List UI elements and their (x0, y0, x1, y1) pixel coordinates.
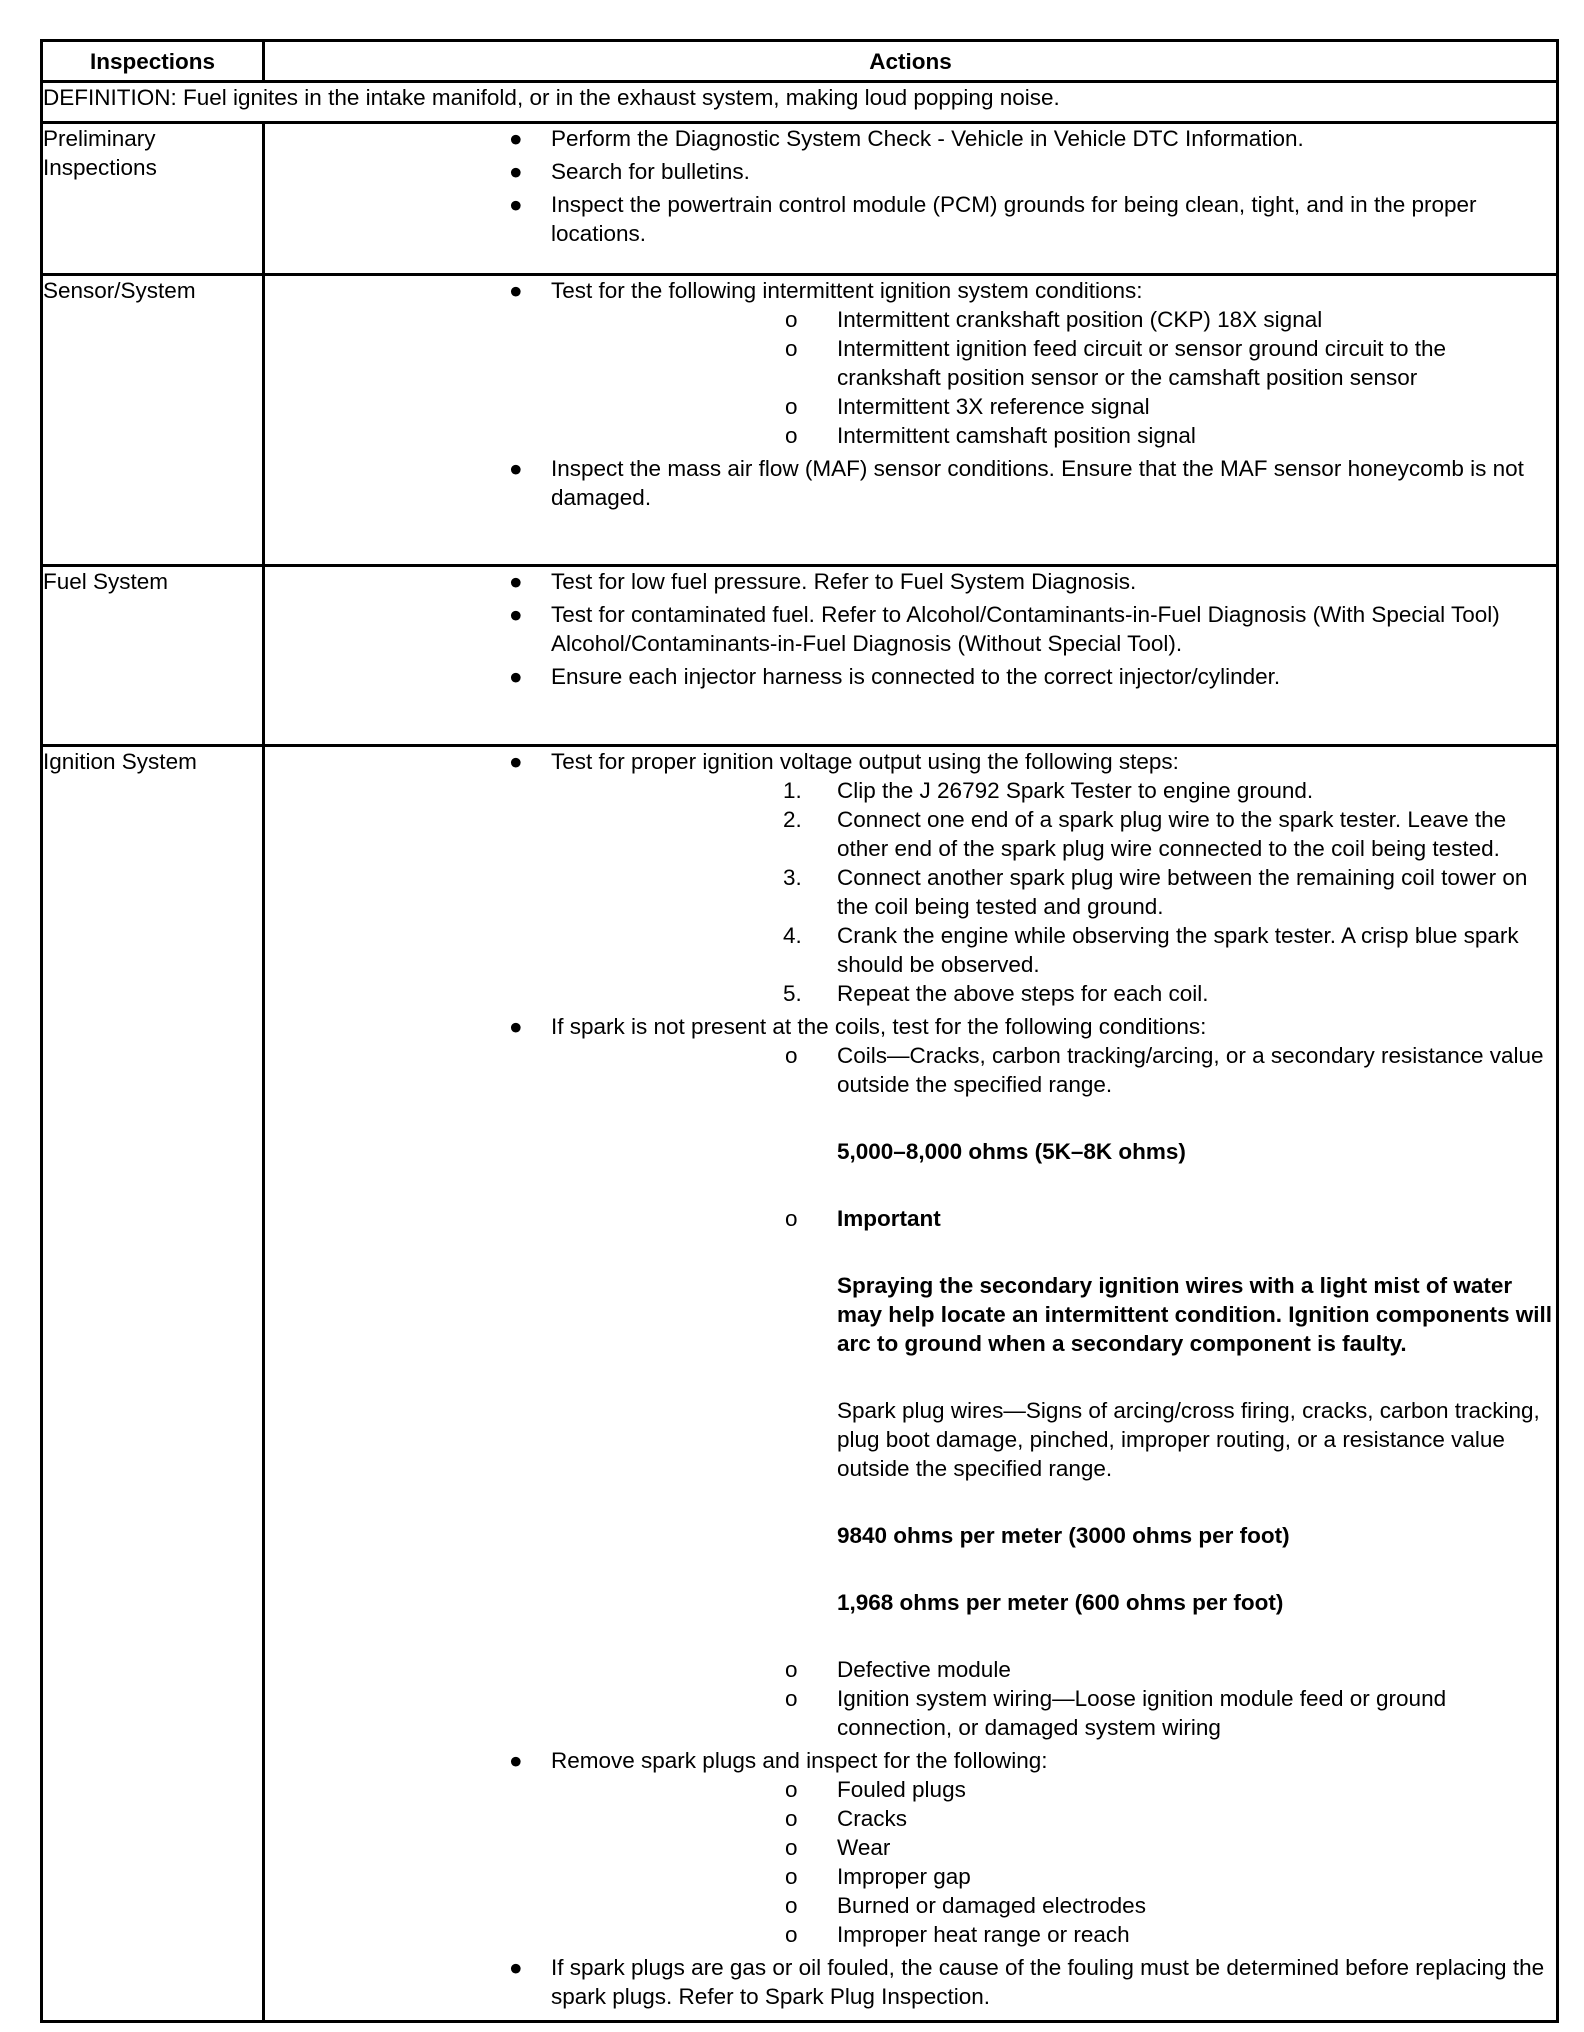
bullet-icon: ● (509, 278, 523, 303)
sub-item (411, 1891, 1556, 1920)
item-text: Test for low fuel pressure. Refer to Fuel System Diagnosis. (551, 569, 1137, 594)
action-list (265, 747, 1556, 2011)
circle-bullet-icon: o (785, 336, 798, 361)
item-text: Burned or damaged electrodes (837, 1893, 1146, 1918)
circle-bullet-icon: o (785, 1806, 798, 1831)
sub-item (411, 1862, 1556, 1891)
sub-item (411, 334, 1556, 392)
item-text: Connect one end of a spark plug wire to the spark tester. Leave the other end of the spark plug wire connected to the coil being tested. (837, 807, 1507, 861)
inspections-header: Inspections (42, 41, 264, 82)
bullet-icon: ● (509, 126, 523, 151)
sub-item (411, 1804, 1556, 1833)
wires-spec-alt: 1,968 ohms per meter (600 ohms per foot) (837, 1590, 1284, 1615)
item-text: If spark plugs are gas or oil fouled, the cause of the fouling must be determined before replacing the spark plugs. Refer to Spark Plug Inspection. (551, 1955, 1545, 2009)
item-text: Connect another spark plug wire between the remaining coil tower on the coil being tested and ground. (837, 865, 1528, 919)
inspection-label: Sensor/System (42, 275, 264, 566)
item-text: Ensure each injector harness is connected to the correct injector/cylinder. (551, 664, 1281, 689)
list-item (225, 157, 1556, 186)
step-number: 2. (783, 807, 802, 832)
item-text: Ignition system wiring—Loose ignition module feed or ground connection, or damaged system wiring (837, 1686, 1447, 1740)
item-text: Inspect the powertrain control module (PCM) grounds for being clean, tight, and in the proper locations. (551, 192, 1477, 246)
circle-bullet-icon: o (785, 1206, 798, 1231)
sub-item (411, 421, 1556, 450)
circle-bullet-icon: o (785, 1835, 798, 1860)
list-item (225, 124, 1556, 153)
step-item (411, 805, 1556, 863)
wires-spec-metric: 9840 ohms per meter (3000 ohms per foot) (837, 1523, 1290, 1548)
bullet-icon: ● (509, 664, 523, 689)
important-text: Spraying the secondary ignition wires with a light mist of water may help locate an intermittent condition. Ignition components will arc to ground when a secondary component is faulty. (837, 1273, 1553, 1356)
item-text: Intermittent camshaft position signal (837, 423, 1196, 448)
step-number: 4. (783, 923, 802, 948)
item-text: Clip the J 26792 Spark Tester to engine ground. (837, 778, 1314, 803)
header-row (42, 41, 1558, 82)
step-number: 5. (783, 981, 802, 1006)
bullet-icon: ● (509, 749, 523, 774)
step-item (411, 863, 1556, 921)
coils-spec: 5,000–8,000 ohms (5K–8K ohms) (837, 1139, 1186, 1164)
bullet-icon: ● (509, 192, 523, 217)
sub-item (411, 1655, 1556, 1684)
item-text: Defective module (837, 1657, 1011, 1682)
item-text: If spark is not present at the coils, test for the following conditions: (551, 1014, 1207, 1039)
sub-item (411, 1204, 1556, 1617)
definition-text: DEFINITION: Fuel ignites in the intake manifold, or in the exhaust system, making loud popping noise. (42, 82, 1558, 123)
bullet-icon: ● (509, 569, 523, 594)
step-item (411, 921, 1556, 979)
circle-bullet-icon: o (785, 1893, 798, 1918)
circle-bullet-icon: o (785, 1043, 798, 1068)
inspection-label: Preliminary Inspections (42, 123, 264, 275)
spark-plug-wires-text: Spark plug wires—Signs of arcing/cross firing, cracks, carbon tracking, plug boot damage, pinched, improper routing, or a resistance value outside the specified range. (837, 1398, 1540, 1481)
important-label: Important (837, 1206, 941, 1231)
table-row (42, 123, 1558, 275)
list-item (225, 1746, 1556, 1949)
sub-item (411, 1833, 1556, 1862)
sub-item (411, 392, 1556, 421)
item-text: Intermittent ignition feed circuit or sensor ground circuit to the crankshaft position sensor or the camshaft position sensor (837, 336, 1447, 390)
list-item (225, 1953, 1556, 2011)
sub-item (411, 1775, 1556, 1804)
circle-bullet-icon: o (785, 394, 798, 419)
action-list (265, 124, 1556, 248)
item-text: Coils—Cracks, carbon tracking/arcing, or a secondary resistance value outside the specified range. (837, 1043, 1544, 1097)
item-text: Intermittent crankshaft position (CKP) 18X signal (837, 307, 1323, 332)
step-number: 1. (783, 778, 802, 803)
item-text: Inspect the mass air flow (MAF) sensor conditions. Ensure that the MAF sensor honeycomb is not damaged. (551, 456, 1524, 510)
sub-list (551, 1775, 1556, 1949)
circle-bullet-icon: o (785, 423, 798, 448)
list-item (225, 567, 1556, 596)
sub-item (411, 1684, 1556, 1742)
action-list (265, 567, 1556, 691)
list-item (225, 600, 1556, 658)
item-text: Perform the Diagnostic System Check - Vehicle in Vehicle DTC Information. (551, 126, 1304, 151)
bullet-icon: ● (509, 456, 523, 481)
list-item (225, 1012, 1556, 1742)
sub-item (411, 305, 1556, 334)
table-row (42, 746, 1558, 2022)
sub-list (551, 1041, 1556, 1742)
actions-header: Actions (264, 41, 1558, 82)
bullet-icon: ● (509, 1748, 523, 1773)
item-text: Search for bulletins. (551, 159, 750, 184)
list-item (225, 747, 1556, 1008)
inspection-label: Ignition System (42, 746, 264, 2022)
step-list (551, 776, 1556, 1008)
circle-bullet-icon: o (785, 1864, 798, 1889)
table-row (42, 275, 1558, 566)
list-item (225, 662, 1556, 691)
list-item (225, 190, 1556, 248)
actions-cell (264, 746, 1558, 2022)
bullet-icon: ● (509, 1014, 523, 1039)
item-text: Test for the following intermittent ignition system conditions: (551, 278, 1143, 303)
item-text: Intermittent 3X reference signal (837, 394, 1150, 419)
sub-item (411, 1920, 1556, 1949)
actions-cell (264, 123, 1558, 275)
item-text: Repeat the above steps for each coil. (837, 981, 1209, 1006)
definition-row (42, 82, 1558, 123)
circle-bullet-icon: o (785, 1686, 798, 1711)
action-list (265, 276, 1556, 512)
bullet-icon: ● (509, 1955, 523, 1980)
circle-bullet-icon: o (785, 1922, 798, 1947)
item-text: Crank the engine while observing the spark tester. A crisp blue spark should be observed. (837, 923, 1519, 977)
sub-item (411, 1041, 1556, 1166)
item-text: Remove spark plugs and inspect for the following: (551, 1748, 1048, 1773)
item-text: Wear (837, 1835, 891, 1860)
actions-cell (264, 275, 1558, 566)
actions-cell (264, 566, 1558, 746)
list-item (225, 276, 1556, 450)
item-text: Test for proper ignition voltage output using the following steps: (551, 749, 1179, 774)
step-number: 3. (783, 865, 802, 890)
item-text: Cracks (837, 1806, 908, 1831)
table-row (42, 566, 1558, 746)
circle-bullet-icon: o (785, 1777, 798, 1802)
circle-bullet-icon: o (785, 307, 798, 332)
bullet-icon: ● (509, 159, 523, 184)
bullet-icon: ● (509, 602, 523, 627)
item-text: Fouled plugs (837, 1777, 966, 1802)
item-text: Test for contaminated fuel. Refer to Alcohol/Contaminants-in-Fuel Diagnosis (With Special Tool) Alcohol/Contaminants-in-Fuel Diagnosis (Without Special Tool). (551, 602, 1500, 656)
step-item (411, 979, 1556, 1008)
sub-list (551, 305, 1556, 450)
item-text: Improper heat range or reach (837, 1922, 1130, 1947)
circle-bullet-icon: o (785, 1657, 798, 1682)
inspection-label: Fuel System (42, 566, 264, 746)
step-item (411, 776, 1556, 805)
list-item (225, 454, 1556, 512)
item-text: Improper gap (837, 1864, 971, 1889)
inspection-table (40, 39, 1559, 2023)
